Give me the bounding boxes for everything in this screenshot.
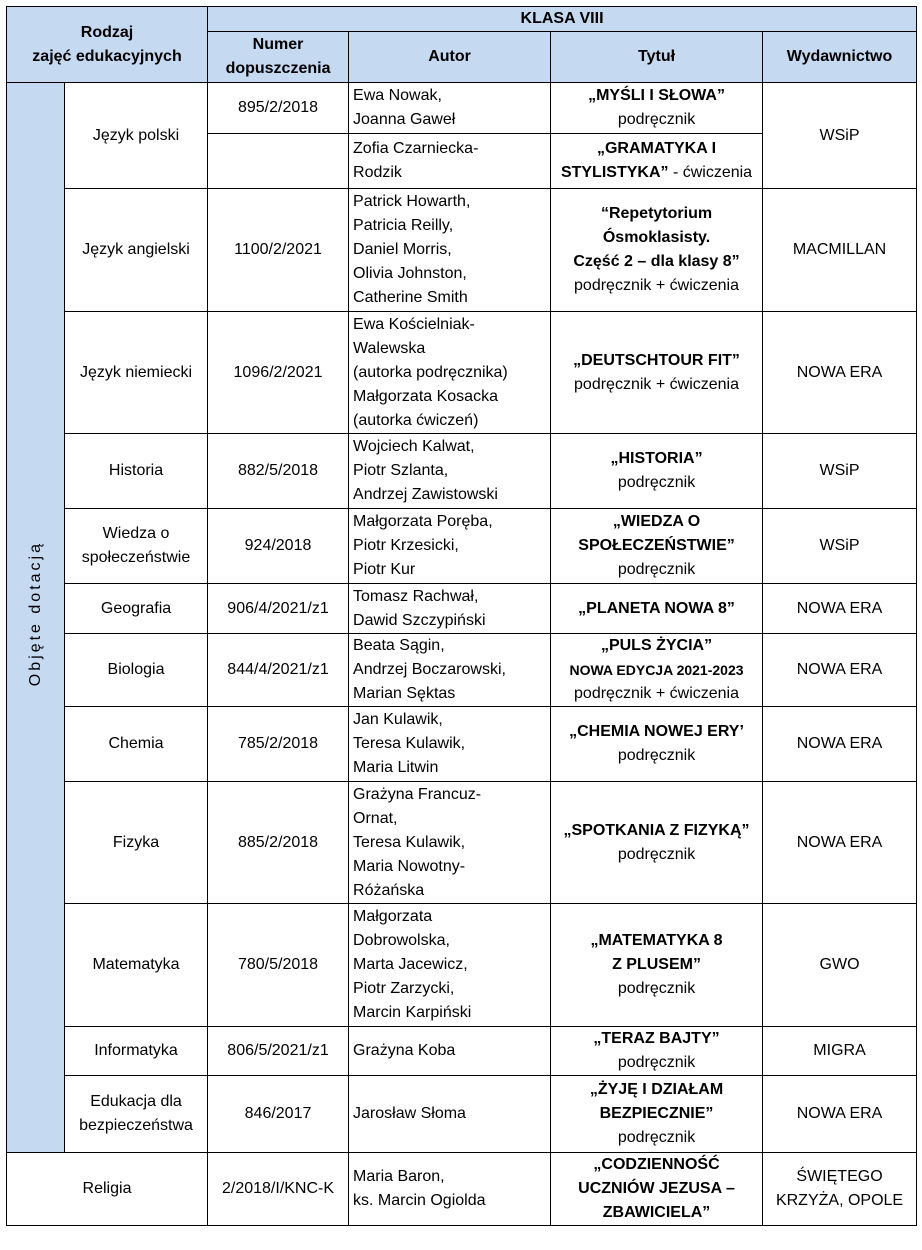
number-cell: 885/2/2018 [208,782,349,904]
number-cell: 1096/2/2021 [208,312,349,434]
title-cell [551,1027,763,1076]
table-row [7,707,917,782]
title-text: „SPOTKANIA Z FIZYKĄ” [563,821,750,839]
title-type: podręcznik [617,845,696,863]
title-type: podręcznik [617,111,696,128]
side-label-cell [7,83,65,1153]
publisher-cell: WSiP [763,434,917,509]
title-text: „ŻYJĘ I DZIAŁAM BEZPIECZNIE” [589,1081,724,1122]
number-cell: 1100/2/2021 [208,189,349,312]
author-cell: Małgorzata Poręba, Piotr Krzesicki, Piotr Kur [349,509,551,584]
title-text: „MYŚLI I SŁOWA” [588,87,725,104]
number-cell [208,134,349,189]
publisher-cell: NOWA ERA [763,782,917,904]
title-text: „PULS ŻYCIA” [600,637,713,654]
author-cell: Jan Kulawik, Teresa Kulawik, Maria Litwin [349,707,551,782]
number-cell: 924/2018 [208,509,349,584]
side-label: Objęte dotacją [26,540,44,687]
number-cell: 780/5/2018 [208,904,349,1027]
publisher-cell: NOWA ERA [763,634,917,707]
title-text: „DEUTSCHTOUR FIT” [573,351,740,369]
table-row [7,634,917,707]
publisher-cell: MIGRA [763,1027,917,1076]
header-tytul: Tytuł [551,32,763,83]
header-numer: Numer dopuszczenia [208,32,349,83]
header-rodzaj: Rodzaj zajęć edukacyjnych [7,7,208,83]
title-cell [551,707,763,782]
header-autor: Autor [349,32,551,83]
title-type: podręcznik [617,747,696,764]
publisher-cell: MACMILLAN [763,189,917,312]
title-cell [551,312,763,434]
table-row [7,189,917,312]
title-cell [551,509,763,584]
subject-cell: Geografia [65,584,208,634]
title-cell [551,83,763,134]
author-cell: Grażyna Francuz- Ornat, Teresa Kulawik, Maria Nowotny- Różańska [349,782,551,904]
table-row [7,1076,917,1153]
subject-cell: Matematyka [65,904,208,1027]
table-row [7,584,917,634]
author-cell: Ewa Nowak, Joanna Gaweł [349,83,551,134]
publisher-cell: NOWA ERA [763,707,917,782]
number-cell: 882/5/2018 [208,434,349,509]
table-row [7,83,917,134]
publisher-cell: NOWA ERA [763,312,917,434]
author-cell: Grażyna Koba [349,1027,551,1076]
author-cell: Zofia Czarniecka- Rodzik [349,134,551,189]
title-cell [551,1076,763,1153]
title-type: podręcznik [617,561,696,578]
subject-cell: Fizyka [65,782,208,904]
table-row [7,509,917,584]
subject-cell: Biologia [65,634,208,707]
publisher-cell: GWO [763,904,917,1027]
publisher-cell: WSiP [763,83,917,189]
publisher-cell: NOWA ERA [763,1076,917,1153]
author-cell: Jarosław Słoma [349,1076,551,1153]
author-cell: Małgorzata Dobrowolska, Marta Jacewicz, Piotr Zarzycki, Marcin Karpiński [349,904,551,1027]
title-text: „WIEDZA O SPOŁECZEŃSTWIE” [578,513,735,554]
title-cell [551,634,763,707]
subject-cell: Historia [65,434,208,509]
title-cell [551,134,763,189]
number-cell: 895/2/2018 [208,83,349,134]
author-cell: Tomasz Rachwał, Dawid Szczypiński [349,584,551,634]
title-text: “Repetytorium Ósmoklasisty. Część 2 – dla klasy 8” [573,205,740,270]
subject-cell: Religia [7,1153,208,1226]
title-text: „CODZIENNOŚĆ UCZNIÓW JEZUSA – ZBAWICIELA” [578,1156,735,1221]
table-row [7,782,917,904]
title-type: podręcznik [617,474,696,491]
subject-cell: Chemia [65,707,208,782]
textbook-table [6,6,917,1226]
number-cell: 906/4/2021/z1 [208,584,349,634]
subject-cell: Wiedza o społeczeństwie [65,509,208,584]
title-type: podręcznik + ćwiczenia [574,277,739,294]
table-row [7,434,917,509]
number-cell: 785/2/2018 [208,707,349,782]
number-cell: 846/2017 [208,1076,349,1153]
title-cell [551,584,763,634]
title-type: podręcznik [617,980,696,997]
title-type: podręcznik [617,1129,696,1146]
title-type: podręcznik + ćwiczenia [574,685,739,702]
title-cell [551,782,763,904]
number-cell: 2/2018/I/KNC-K [208,1153,349,1226]
title-cell [551,904,763,1027]
header-klasa: KLASA VIII [208,7,917,32]
author-cell: Beata Sągin, Andrzej Boczarowski, Marian Sęktas [349,634,551,707]
title-text: „CHEMIA NOWEJ ERY’ [569,723,744,740]
author-cell: Wojciech Kalwat, Piotr Szlanta, Andrzej Zawistowski [349,434,551,509]
title-cell [551,189,763,312]
table-row [7,312,917,434]
author-cell: Maria Baron, ks. Marcin Ogiolda [349,1153,551,1226]
title-type: podręcznik + ćwiczenia [574,375,739,393]
publisher-cell: WSiP [763,509,917,584]
header-wydawnictwo: Wydawnictwo [763,32,917,83]
title-text: „PLANETA NOWA 8” [578,599,735,617]
title-text: „TERAZ BAJTY” [593,1030,720,1047]
number-cell: 844/4/2021/z1 [208,634,349,707]
title-subtitle: NOWA EDYCJA 2021-2023 [569,662,744,678]
title-type: podręcznik [617,1054,696,1071]
subject-cell: Język angielski [65,189,208,312]
title-text: „HISTORIA” [610,450,703,467]
title-cell [551,434,763,509]
table-row [7,1027,917,1076]
table-row [7,904,917,1027]
title-cell [551,1153,763,1226]
author-cell: Patrick Howarth, Patricia Reilly, Daniel Morris, Olivia Johnston, Catherine Smith [349,189,551,312]
subject-cell: Edukacja dla bezpieczeństwa [65,1076,208,1153]
subject-cell: Język polski [65,83,208,189]
publisher-cell: ŚWIĘTEGO KRZYŻA, OPOLE [763,1153,917,1226]
subject-cell: Informatyka [65,1027,208,1076]
title-text: „MATEMATYKA 8 Z PLUSEM” [590,932,723,973]
number-cell: 806/5/2021/z1 [208,1027,349,1076]
table-row [7,1153,917,1226]
author-cell: Ewa Kościelniak- Walewska (autorka podręcznika) Małgorzata Kosacka (autorka ćwiczeń) [349,312,551,434]
publisher-cell: NOWA ERA [763,584,917,634]
subject-cell: Język niemiecki [65,312,208,434]
title-type: - ćwiczenia [668,164,753,181]
title-text: „GRAMATYKA I STYLISTYKA” [560,140,717,181]
